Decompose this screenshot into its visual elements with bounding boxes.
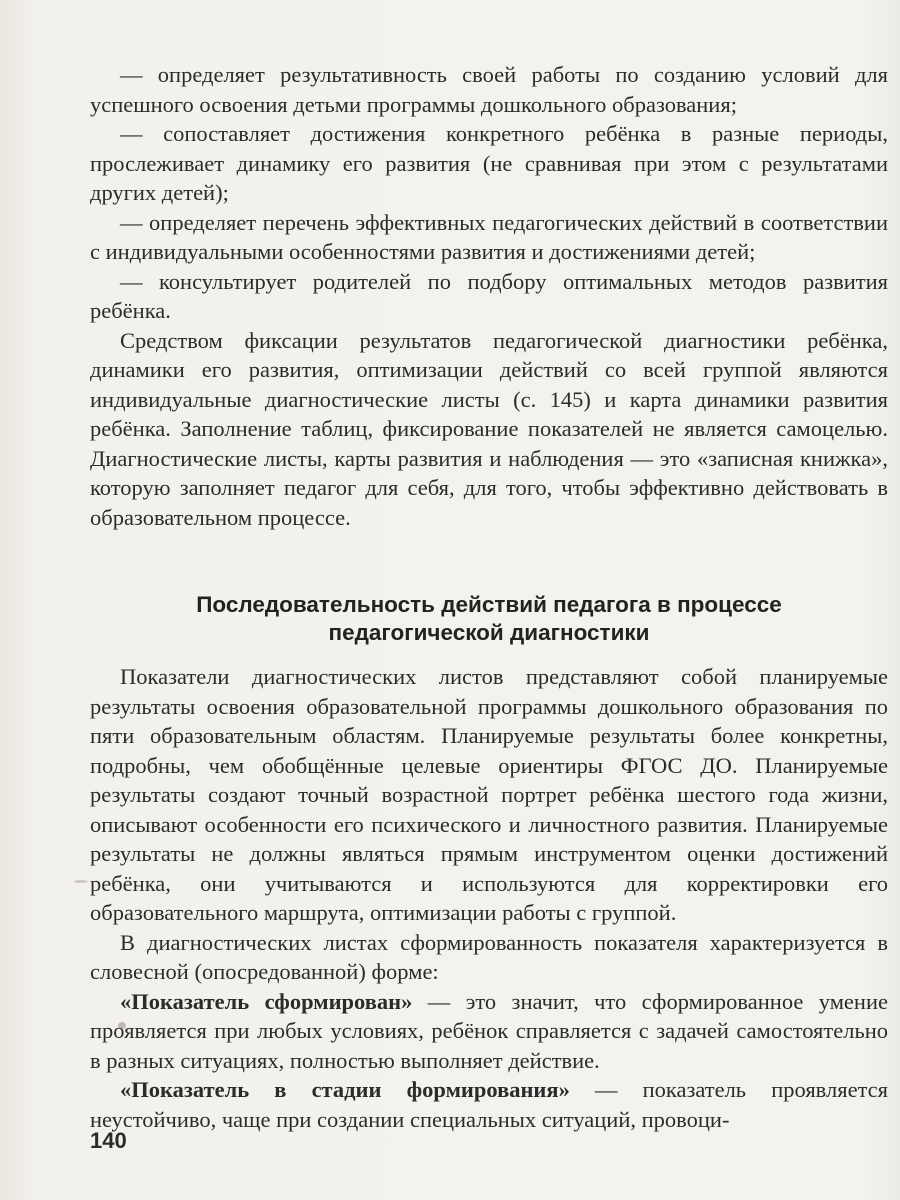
section-heading-line: Последовательность действий педагога в процессе bbox=[196, 592, 782, 617]
list-item: — определяет результативность своей работы по созданию условий для успешного освоения детьми программы дошкольного образования; bbox=[90, 62, 888, 117]
definition-paragraph bbox=[90, 1075, 888, 1134]
bottom-text-block bbox=[90, 662, 888, 1134]
section-heading bbox=[90, 591, 888, 647]
list-item: — консультирует родителей по подбору оптимальных методов развития ребёнка. bbox=[90, 268, 888, 323]
ink-smudge bbox=[74, 880, 88, 883]
paragraph: Показатели диагностических листов представляют собой планируемые результаты освоения образовательной программы дошкольного образования по пяти образовательным областям. Планируемые результаты более конкретны, подробны, чем обобщённые целевые ориентиры ФГОС ДО. Планируемые результаты создают точный возрастной портрет ребёнка шестого года жизни, описывают особенности его психического и личностного развития. Планируемые результаты не должны являться прямым инструментом оценки достижений ребёнка, они учитываются и используются для корректировки его образовательного маршрута, оптимизации работы с группой. bbox=[90, 664, 888, 925]
term-label: «Показатель сформирован» bbox=[120, 988, 413, 1014]
definition-paragraph bbox=[90, 987, 888, 1076]
term-label: «Показатель в стадии формирования» bbox=[120, 1077, 570, 1102]
list-item: — определяет перечень эффективных педагогических действий в соответствии с индивидуальными особенностями развития и достижениями детей; bbox=[90, 209, 888, 264]
paragraph: В диагностических листах сформированность показателя характеризуется в словесной (опосредованной) форме: bbox=[90, 929, 888, 984]
term-definition: — показатель проявляется неустойчиво, чаще при создании специальных ситуаций, провоци- bbox=[90, 1077, 889, 1132]
top-text-block bbox=[90, 60, 888, 532]
term-definition: — это значит, что сформированное умение проявляется при любых условиях, ребёнок справляется с задачей самостоятельно в разных ситуациях, полностью выполняет действие. bbox=[90, 988, 888, 1073]
list-item: — сопоставляет достижения конкретного ребёнка в разные периоды, прослеживает динамику его развития (не сравнивая при этом с результатами других детей); bbox=[90, 121, 888, 205]
page-number: 140 bbox=[90, 1128, 127, 1153]
ink-smudge bbox=[118, 1022, 126, 1029]
paragraph: Средством фиксации результатов педагогической диагностики ребёнка, динамики его развития, оптимизации действий со всей группой являются индивидуальные диагностические листы (с. 145) и карта динамики развития ребёнка. Заполнение таблиц, фиксирование показателей не является самоцелью. Диагностические листы, карты развития и наблюдения — это «записная книжка», которую заполняет педагог для себя, для того, чтобы эффективно действовать в образовательном процессе. bbox=[90, 327, 888, 530]
section-heading-line: педагогической диагностики bbox=[328, 620, 650, 645]
